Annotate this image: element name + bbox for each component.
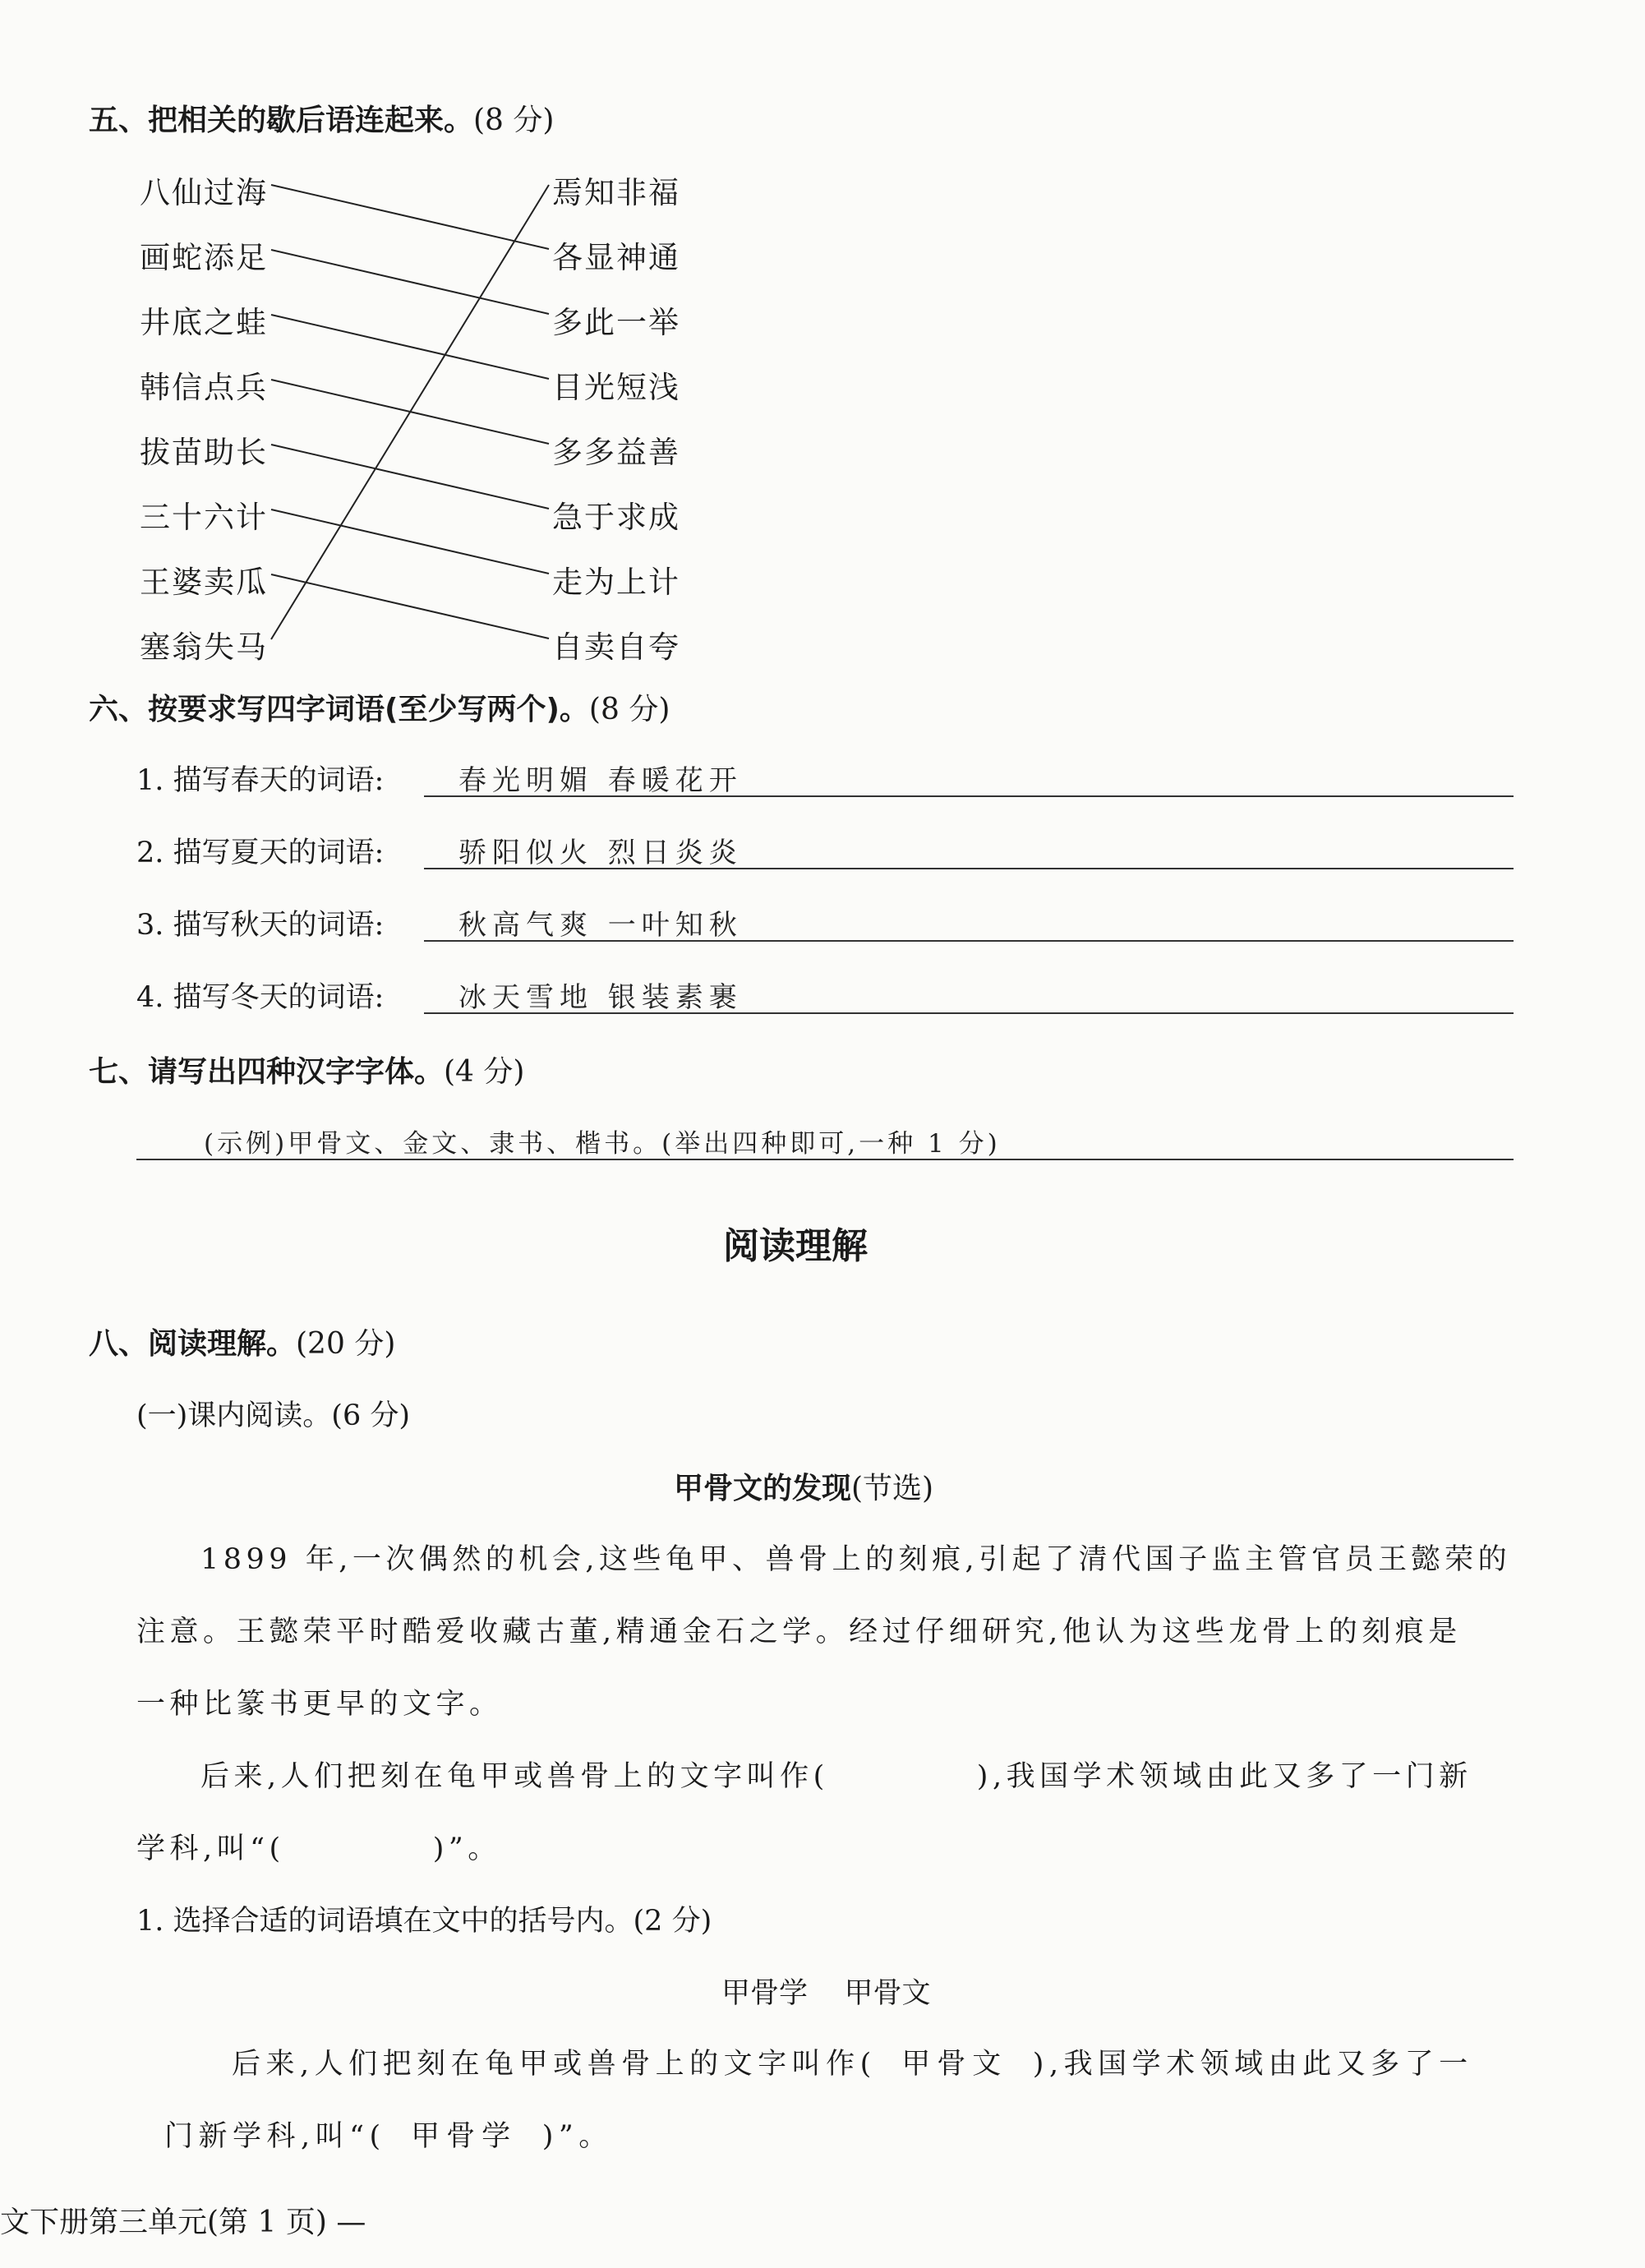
left-phrase: 塞翁失马: [140, 629, 268, 665]
para1-line3: 一种比篆书更早的文字。: [136, 1688, 503, 1721]
q6-title: 六、按要求写四字词语(至少写两个)。: [89, 693, 589, 726]
q8-points: (20 分): [296, 1327, 396, 1361]
q6-item-1: [136, 758, 384, 799]
para2-line1-start: 后来,人们把刻在龟甲或兽骨上的文字叫作(: [200, 1760, 829, 1793]
right-phrase: 急于求成: [552, 500, 680, 535]
match-line-8: [271, 185, 549, 639]
right-phrase: 走为上计: [552, 565, 680, 600]
right-phrase: 多此一举: [552, 305, 680, 340]
para2-line2: [136, 1826, 501, 1867]
answer-line: [424, 1012, 1514, 1014]
match-line-7: [271, 574, 549, 638]
right-phrase: 焉知非福: [552, 175, 680, 210]
match-line-2: [271, 250, 549, 314]
q6-item-label: 描写夏天的词语:: [173, 837, 385, 869]
left-phrase: 三十六计: [140, 500, 268, 535]
para1-line1: 1899 年,一次偶然的机会,这些龟甲、兽骨上的刻痕,引起了清代国子监主管官员王懿荣的: [200, 1543, 1512, 1576]
article-title-note: (节选): [851, 1472, 934, 1505]
filled-blank-2: 甲骨学: [411, 2120, 518, 2153]
q8-sub1: 1. 选择合适的词语填在文中的括号内。(2 分): [136, 1905, 712, 1938]
q6-answer-2: 骄阳似火 烈日炎炎: [458, 837, 743, 869]
left-phrase: 韩信点兵: [140, 370, 268, 405]
q8-title: 八、阅读理解。: [89, 1327, 297, 1361]
q7-heading: [89, 1049, 524, 1090]
q6-item-2: [136, 830, 384, 871]
q6-item-4: [136, 975, 384, 1016]
answer-line1-end: ),我国学术领域由此又多了一: [1032, 2048, 1473, 2081]
match-line-6: [271, 509, 549, 574]
q6-item-num: 1.: [136, 764, 164, 797]
para2-line2-start: 学科,叫“(: [136, 1832, 285, 1865]
answer-line1: [232, 2041, 1473, 2082]
left-phrase: 王婆卖瓜: [140, 565, 268, 600]
q6-item-label: 描写秋天的词语:: [173, 909, 385, 942]
answer-line: [424, 940, 1514, 942]
q6-heading: [89, 686, 670, 728]
para1-line2: 注意。王懿荣平时酷爱收藏古董,精通金石之学。经过仔细研究,他认为这些龙骨上的刻痕是: [136, 1616, 1462, 1648]
q6-item-num: 3.: [136, 909, 164, 942]
q6-item-num: 2.: [136, 837, 164, 869]
article-title: [674, 1465, 933, 1507]
word-options: 甲骨学 甲骨文: [721, 1977, 931, 2010]
para2-line2-end: )”。: [432, 1832, 501, 1865]
q8-part1: (一)课内阅读。(6 分): [136, 1399, 411, 1432]
left-phrase: 八仙过海: [140, 175, 268, 210]
answer-line2-end: )”。: [541, 2120, 613, 2153]
left-phrase: 拔苗助长: [140, 435, 268, 470]
right-phrase: 各显神通: [552, 240, 680, 275]
q5-points: (8 分): [473, 104, 555, 137]
filled-blank-1: 甲骨文: [901, 2048, 1008, 2081]
match-line-1: [271, 185, 549, 249]
answer-line: [424, 795, 1514, 797]
right-phrase: 自卖自夸: [552, 629, 680, 665]
q6-item-num: 4.: [136, 981, 164, 1014]
answer-line2: [164, 2114, 613, 2155]
q6-item-3: [136, 902, 384, 943]
q5-title: 五、把相关的歇后语连起来。: [89, 104, 474, 137]
q8-heading: [89, 1321, 395, 1362]
left-phrase: 画蛇添足: [140, 240, 268, 275]
q6-answer-3: 秋高气爽 一叶知秋: [458, 909, 743, 942]
right-phrase: 目光短浅: [552, 370, 680, 405]
answer-line2-start: 门新学科,叫“(: [164, 2120, 386, 2153]
q6-item-label: 描写冬天的词语:: [173, 981, 385, 1014]
section-title: 阅读理解: [723, 1225, 868, 1267]
q7-answer: (示例)甲骨文、金文、隶书、楷书。(举出四种即可,一种 1 分): [204, 1129, 1001, 1159]
match-line-5: [271, 445, 549, 509]
para2-line1-end: ),我国学术领域由此又多了一门新: [976, 1760, 1472, 1793]
q6-item-label: 描写春天的词语:: [173, 764, 385, 797]
q6-answer-4: 冰天雪地 银装素裹: [458, 981, 743, 1014]
q6-answer-1: 春光明媚 春暖花开: [458, 764, 743, 797]
answer-line: [424, 868, 1514, 869]
q6-points: (8 分): [588, 693, 670, 726]
answer-line1-start: 后来,人们把刻在龟甲或兽骨上的文字叫作(: [232, 2048, 877, 2081]
right-phrase: 多多益善: [552, 435, 680, 470]
match-line-3: [271, 315, 549, 379]
left-phrase: 井底之蛙: [140, 305, 268, 340]
article-title-text: 甲骨文的发现: [674, 1472, 852, 1505]
q7-title: 七、请写出四种汉字字体。: [89, 1055, 445, 1089]
answer-line: [136, 1159, 1514, 1160]
q7-points: (4 分): [444, 1055, 525, 1089]
para2-line1: [200, 1754, 1472, 1795]
page-footer: 文下册第三单元(第 1 页) —: [0, 2206, 366, 2239]
